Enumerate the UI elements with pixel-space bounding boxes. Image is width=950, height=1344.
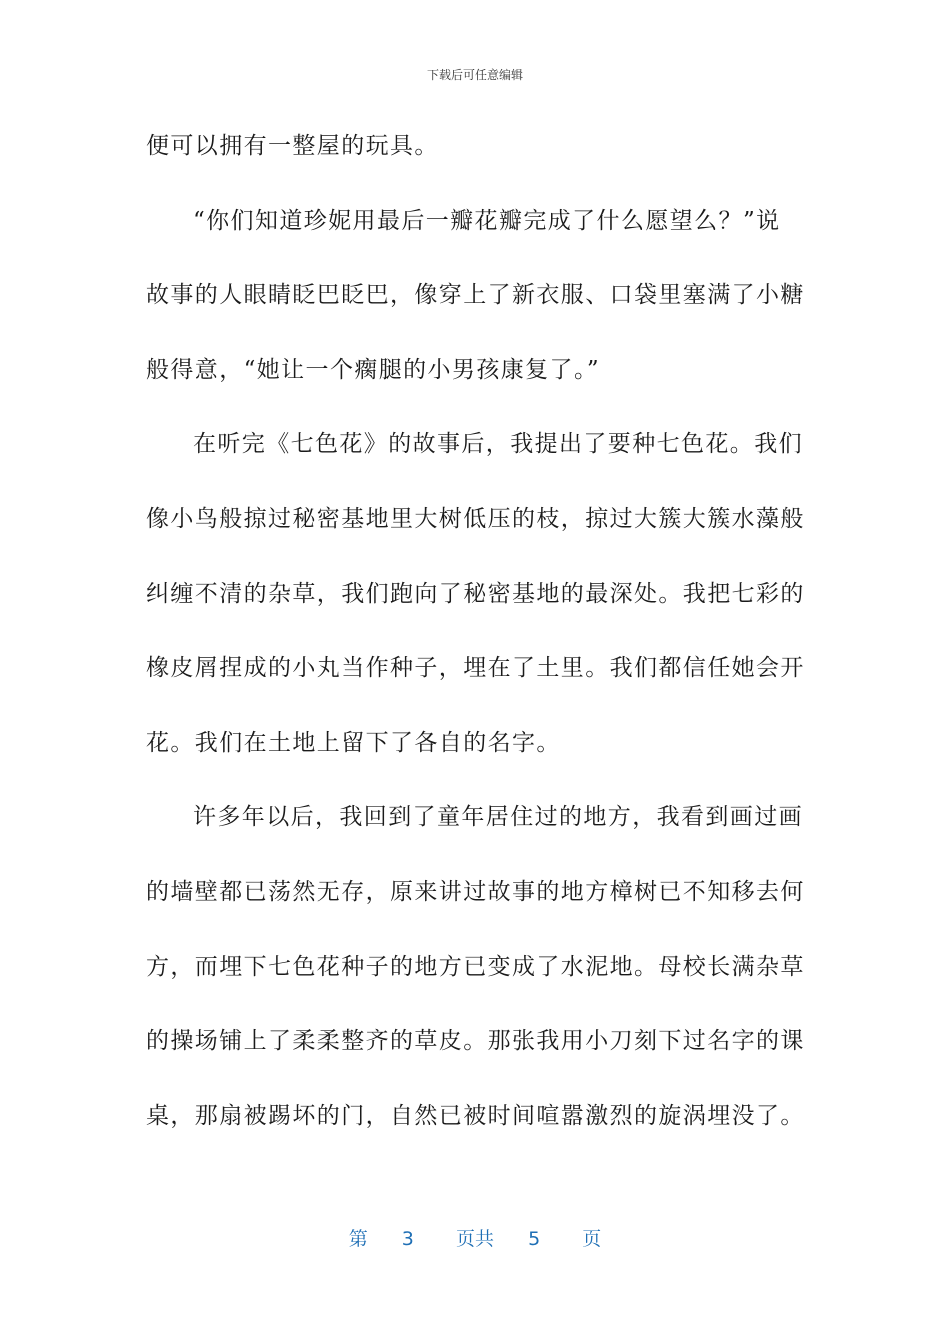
total-pages-number: 5 [528, 1228, 541, 1250]
page-header-note: 下载后可任意编辑 [426, 68, 523, 82]
text-line: 纠缠不清的杂草，我们跑向了秘密基地的最深处。我把七彩的 [146, 580, 805, 607]
text-line: 许多年以后，我回到了童年居住过的地方，我看到画过画 [193, 804, 803, 831]
text-line: 像小鸟般掠过秘密基地里大树低压的枝，掠过大簇大簇水藻般 [146, 505, 805, 532]
footer-suffix: 页 [582, 1228, 602, 1250]
footer-middle: 页共 [455, 1228, 494, 1250]
text-line: 花。我们在土地上留下了各自的名字。 [146, 729, 561, 756]
current-page-number: 3 [401, 1228, 414, 1250]
text-line: “你们知道珍妮用最后一瓣花瓣完成了什么愿望么？”说 [193, 207, 781, 234]
text-line: 在听完《七色花》的故事后，我提出了要种七色花。我们 [193, 431, 803, 458]
text-line: 橡皮屑捏成的小丸当作种子，埋在了土里。我们都信任她会开 [146, 655, 805, 682]
text-line: 方，而埋下七色花种子的地方已变成了水泥地。母校长满杂草 [146, 953, 805, 980]
text-line: 桌，那扇被踢坏的门，自然已被时间喧嚣激烈的旋涡埋没了。 [146, 1102, 805, 1129]
page-number-footer [0, 1226, 950, 1252]
text-line: 故事的人眼睛眨巴眨巴，像穿上了新衣服、口袋里塞满了小糖 [146, 282, 805, 309]
text-line: 便可以拥有一整屋的玩具。 [146, 133, 439, 159]
text-line: 般得意，“她让一个瘸腿的小男孩康复了。” [146, 356, 601, 383]
footer-prefix: 第 [348, 1228, 368, 1250]
text-line: 的操场铺上了柔柔整齐的草皮。那张我用小刀刻下过名字的课 [146, 1028, 805, 1055]
document-body [146, 120, 805, 1164]
text-line: 的墙壁都已荡然无存，原来讲过故事的地方樟树已不知移去何 [146, 878, 805, 905]
